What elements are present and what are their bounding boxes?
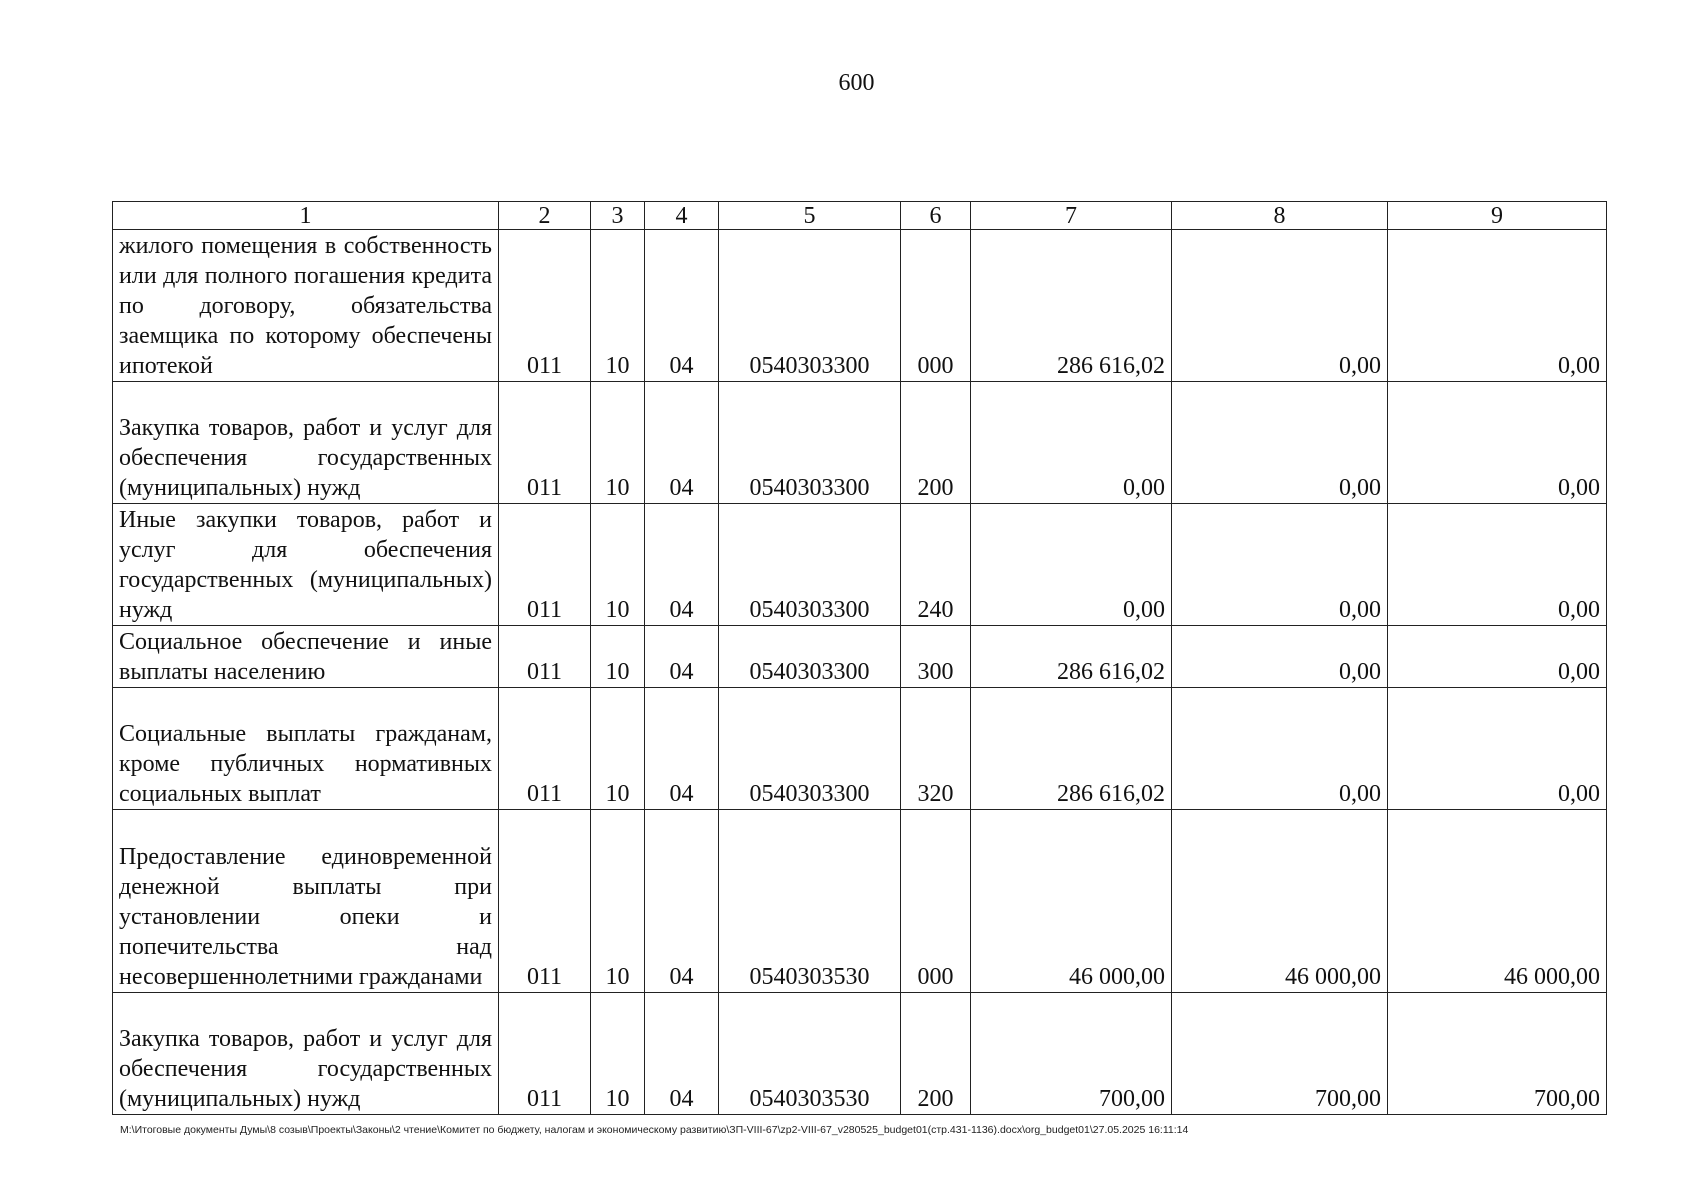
cell-section: 10 [591,504,645,626]
header-row [113,202,1607,230]
col-header: 7 [971,202,1172,230]
cell-amount-7: 286 616,02 [971,688,1172,810]
col-header: 1 [113,202,499,230]
cell-target-article: 0540303300 [719,688,901,810]
col-header: 2 [499,202,591,230]
cell-subsection: 04 [645,504,719,626]
cell-amount-9: 0,00 [1388,382,1607,504]
budget-table [112,201,1607,1115]
col-header: 5 [719,202,901,230]
table-row [113,504,1607,626]
cell-amount-9: 0,00 [1388,230,1607,382]
cell-amount-9: 46 000,00 [1388,810,1607,993]
cell-section: 10 [591,810,645,993]
col-header: 3 [591,202,645,230]
row-description: Иные закупки товаров, работ и услуг для обеспечения государственных (муниципальных) нужд [113,504,499,626]
file-path-footer: M:\Итоговые документы Думы\8 созыв\Проекты\Законы\2 чтение\Комитет по бюджету, налогам и экономическому развитию\ЗП-VIII-67\zp2-VIII-67_v280525_budget01(стр.431-1136).docx\org_budget01\27.05.2025 16:11:14 [120,1124,1189,1136]
cell-section: 10 [591,688,645,810]
cell-amount-7: 0,00 [971,382,1172,504]
cell-target-article: 0540303300 [719,504,901,626]
col-header: 6 [901,202,971,230]
cell-amount-9: 0,00 [1388,688,1607,810]
table-row [113,810,1607,993]
cell-section: 10 [591,230,645,382]
cell-amount-7: 700,00 [971,993,1172,1115]
cell-target-article: 0540303300 [719,230,901,382]
cell-section: 10 [591,993,645,1115]
cell-subsection: 04 [645,626,719,688]
cell-ministry-code: 011 [499,626,591,688]
cell-subsection: 04 [645,382,719,504]
table-row [113,688,1607,810]
table-row [113,626,1607,688]
cell-amount-8: 46 000,00 [1172,810,1388,993]
cell-subsection: 04 [645,230,719,382]
col-header: 8 [1172,202,1388,230]
cell-ministry-code: 011 [499,993,591,1115]
cell-amount-8: 700,00 [1172,993,1388,1115]
cell-ministry-code: 011 [499,810,591,993]
cell-expense-type: 240 [901,504,971,626]
cell-ministry-code: 011 [499,504,591,626]
cell-expense-type: 000 [901,230,971,382]
col-header: 4 [645,202,719,230]
cell-target-article: 0540303530 [719,993,901,1115]
col-header: 9 [1388,202,1607,230]
row-description: Закупка товаров, работ и услуг для обеспечения государственных (муниципальных) нужд [113,382,499,504]
cell-amount-9: 0,00 [1388,504,1607,626]
cell-expense-type: 000 [901,810,971,993]
page-number: 600 [838,70,875,96]
cell-expense-type: 300 [901,626,971,688]
row-description: жилого помещения в собственность или для полного погашения кредита по договору, обязательства заемщика по которому обеспечены ипотекой [113,230,499,382]
table-row [113,993,1607,1115]
cell-amount-9: 700,00 [1388,993,1607,1115]
table-row [113,230,1607,382]
cell-amount-7: 286 616,02 [971,626,1172,688]
cell-expense-type: 200 [901,382,971,504]
cell-amount-8: 0,00 [1172,382,1388,504]
cell-amount-7: 286 616,02 [971,230,1172,382]
cell-amount-9: 0,00 [1388,626,1607,688]
cell-amount-7: 46 000,00 [971,810,1172,993]
cell-amount-8: 0,00 [1172,230,1388,382]
cell-subsection: 04 [645,993,719,1115]
cell-amount-8: 0,00 [1172,688,1388,810]
cell-amount-8: 0,00 [1172,504,1388,626]
cell-amount-8: 0,00 [1172,626,1388,688]
cell-target-article: 0540303300 [719,382,901,504]
cell-amount-7: 0,00 [971,504,1172,626]
row-description: Социальные выплаты гражданам, кроме публичных нормативных социальных выплат [113,688,499,810]
cell-target-article: 0540303300 [719,626,901,688]
cell-section: 10 [591,382,645,504]
row-description: Предоставление единовременной денежной выплаты при установлении опеки и попечительства над несовершеннолетними гражданами [113,810,499,993]
cell-expense-type: 200 [901,993,971,1115]
cell-target-article: 0540303530 [719,810,901,993]
row-description: Закупка товаров, работ и услуг для обеспечения государственных (муниципальных) нужд [113,993,499,1115]
cell-subsection: 04 [645,688,719,810]
row-description: Социальное обеспечение и иные выплаты населению [113,626,499,688]
cell-ministry-code: 011 [499,382,591,504]
cell-expense-type: 320 [901,688,971,810]
table-row [113,382,1607,504]
cell-ministry-code: 011 [499,688,591,810]
cell-ministry-code: 011 [499,230,591,382]
cell-subsection: 04 [645,810,719,993]
cell-section: 10 [591,626,645,688]
